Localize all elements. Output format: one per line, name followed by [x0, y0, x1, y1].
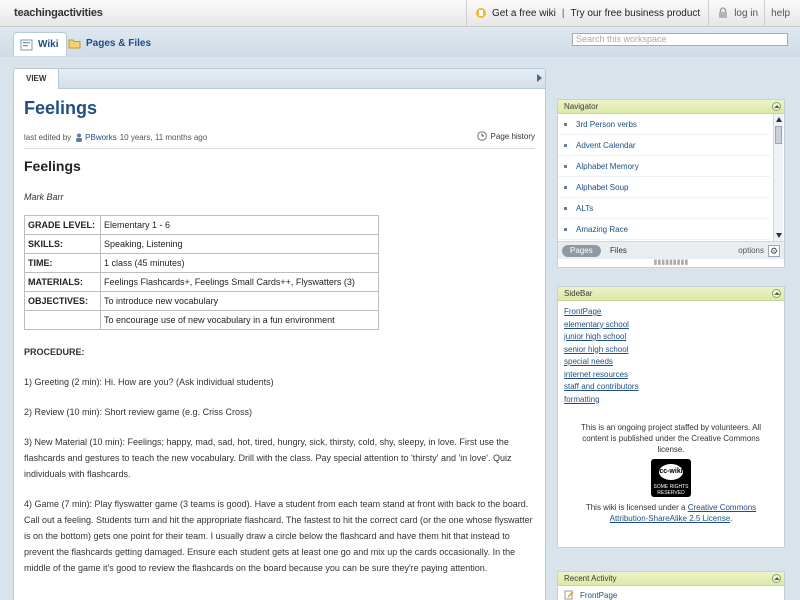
- page-history-link[interactable]: [477, 131, 535, 141]
- sidebar-note: This is an ongoing project staffed by volunteers. All content is published under the Creative Commons license.: [581, 423, 761, 454]
- list-item[interactable]: [558, 198, 770, 219]
- table-row: [25, 273, 379, 292]
- link-separator: |: [561, 7, 565, 19]
- meta-prefix: last edited by: [24, 132, 72, 142]
- table-row: [25, 292, 379, 311]
- nav-item-label: Advent Calendar: [576, 140, 636, 150]
- navigator-title: Navigator: [564, 102, 599, 111]
- navigator-footer: [558, 241, 784, 259]
- sidebar-link[interactable]: elementary school: [564, 319, 629, 329]
- table-key: SKILLS:: [25, 235, 101, 254]
- cc-badge-text: cc-wiki: [659, 468, 683, 475]
- divider: [708, 0, 709, 26]
- collapse-icon[interactable]: [772, 102, 781, 111]
- table-row: [25, 235, 379, 254]
- sidebar-link[interactable]: formatting: [564, 394, 600, 404]
- table-key: [25, 311, 101, 330]
- bullet-icon: [564, 144, 567, 147]
- lesson-info-table: [24, 215, 379, 330]
- bullet-icon: [564, 228, 567, 231]
- content-heading: Feelings: [24, 158, 81, 174]
- sidebar-links: [558, 301, 784, 406]
- gear-icon[interactable]: ⚙: [769, 246, 779, 256]
- list-item[interactable]: [558, 156, 770, 177]
- resize-grip[interactable]: ▮▮▮▮▮▮▮▮▮: [653, 259, 689, 266]
- tab-view[interactable]: VIEW: [14, 69, 59, 89]
- scroll-up-icon[interactable]: [776, 117, 782, 122]
- table-key: GRADE LEVEL:: [25, 216, 101, 235]
- procedure-step: 3) New Material (10 min): Feelings; happy, mad, sad, hot, tired, hungry, sick, thirsty, cold, shy, sleepy, in love. First use the flashcards and gestures to teach the new vocabulary. Drill with the class. Pay special attention to 'thirsty' and 'in love'. Quiz individuals with flashcards.: [24, 437, 512, 479]
- procedure-step: 2) Review (10 min): Short review game (e.g. Criss Cross): [24, 407, 253, 417]
- table-key: TIME:: [25, 254, 101, 273]
- divider: [24, 148, 535, 149]
- list-item[interactable]: [558, 135, 770, 156]
- activity-label: FrontPage: [580, 590, 618, 600]
- sidebar-header: [558, 287, 784, 301]
- list-item[interactable]: [558, 586, 784, 600]
- table-value: Feelings Flashcards+, Feelings Small Cards++, Flyswatters (3): [101, 273, 379, 292]
- procedure-step: 1) Greeting (2 min): Hi. How are you? (Ask individual students): [24, 377, 274, 387]
- pbworks-logo-icon: [475, 7, 487, 19]
- get-free-wiki-label: Get a free wiki: [491, 7, 556, 19]
- page-content: [14, 98, 545, 576]
- tab-wiki[interactable]: [13, 32, 67, 56]
- collapse-icon[interactable]: [772, 289, 781, 298]
- table-row: [25, 216, 379, 235]
- navigator-list: [558, 114, 784, 241]
- top-links: [458, 0, 790, 26]
- lock-icon: [717, 7, 729, 19]
- scroll-thumb[interactable]: [775, 126, 782, 144]
- divider: [764, 0, 765, 26]
- page-meta: [24, 131, 535, 143]
- recent-activity-title: Recent Activity: [564, 574, 617, 583]
- license-prefix: This wiki is licensed under a: [585, 503, 686, 512]
- table-key: MATERIALS:: [25, 273, 101, 292]
- meta-user[interactable]: PBworks: [85, 132, 117, 142]
- table-value: To encourage use of new vocabulary in a fun environment: [101, 311, 379, 330]
- scroll-down-icon[interactable]: [776, 233, 782, 238]
- wiki-icon: [20, 39, 33, 51]
- nav-item-label: Amazing Race: [576, 224, 629, 234]
- business-product-link[interactable]: Try our free business product: [570, 7, 701, 19]
- workspace-tabs: [0, 27, 800, 57]
- navigator-header: [558, 100, 784, 114]
- tab-pages-files[interactable]: [62, 32, 159, 54]
- workspace-name[interactable]: teachingactivities: [14, 7, 103, 19]
- page-title: Feelings: [24, 98, 98, 118]
- user-icon: [75, 133, 83, 142]
- tab-files[interactable]: Files: [610, 246, 627, 255]
- list-item[interactable]: [558, 219, 770, 240]
- cc-logo-icon: [657, 462, 685, 482]
- help-link[interactable]: help: [771, 7, 790, 19]
- sidebar-link[interactable]: FrontPage: [564, 307, 602, 316]
- nav-item-label: Alphabet Soup: [576, 182, 629, 192]
- nav-item-label: ALTs: [576, 203, 594, 213]
- table-key: OBJECTIVES:: [25, 292, 101, 311]
- bullet-icon: [564, 207, 567, 210]
- clock-icon: [477, 131, 487, 141]
- get-free-wiki-link[interactable]: [475, 7, 556, 19]
- navigator-scrollbar[interactable]: [773, 114, 783, 241]
- recent-activity-header: [558, 572, 784, 586]
- login-label: log in: [734, 7, 759, 19]
- bullet-icon: [564, 123, 567, 126]
- table-value: Speaking, Listening: [101, 235, 379, 254]
- table-value: 1 class (45 minutes): [101, 254, 379, 273]
- author-name: Mark Barr: [24, 192, 64, 202]
- procedure-heading: PROCEDURE:: [24, 347, 85, 357]
- search-input[interactable]: Search this workspace: [572, 33, 788, 46]
- table-value: Elementary 1 - 6: [101, 216, 379, 235]
- table-value: To introduce new vocabulary: [101, 292, 379, 311]
- bullet-icon: [564, 186, 567, 189]
- meta-when: 10 years, 11 months ago: [119, 132, 208, 142]
- table-row: [25, 311, 379, 330]
- options-link[interactable]: options: [738, 246, 764, 255]
- tab-pages[interactable]: Pages: [562, 245, 601, 257]
- sidebar-title: SideBar: [564, 289, 593, 298]
- sidebar-panel: [557, 286, 785, 548]
- sidebar-link[interactable]: special needs: [564, 357, 613, 366]
- license-note: [558, 502, 784, 524]
- folder-icon: [68, 37, 81, 49]
- tab-wiki-label: Wiki: [38, 39, 59, 50]
- top-bar: [0, 0, 800, 27]
- nav-item-label: Alphabet Memory: [576, 161, 639, 171]
- collapse-icon[interactable]: [772, 574, 781, 583]
- login-link[interactable]: [717, 7, 758, 19]
- sidebar-link[interactable]: junior high school: [564, 332, 627, 341]
- divider: [466, 0, 467, 26]
- sidebar-link[interactable]: internet resources: [564, 369, 629, 379]
- nav-item-label: 3rd Person verbs: [576, 119, 637, 129]
- list-item[interactable]: [558, 114, 770, 135]
- sidebar-link[interactable]: senior high school: [564, 344, 629, 354]
- license-link[interactable]: Creative Commons Attribution-ShareAlike 2.5 License: [609, 503, 757, 523]
- view-bar: [14, 69, 545, 89]
- expand-arrow-icon[interactable]: [537, 74, 542, 82]
- procedure-step: 4) Game (7 min): Play flyswatter game (3 teams is good). Have a student from each team stand at front with back to the board. Call out a feeling. Students turn and hit the appropriate flashcard. The fastest to hit the correct card (or the one whose flyswatter is on the bottom) gets one point for their team. I usually draw a circle below the flashcard and have them hit that instead to prevent the flashcards getting damaged. Ensure each student gets at least one go and mix up the cards occasionally. In the middle of the game it's good to review the flashcards on the board because you can be sure they're paying attention.: [24, 499, 533, 573]
- bullet-icon: [564, 165, 567, 168]
- main-panel: [13, 68, 546, 600]
- table-row: [25, 254, 379, 273]
- list-item[interactable]: [558, 177, 770, 198]
- page-history-label: Page history: [490, 131, 535, 141]
- license-suffix: .: [730, 514, 733, 523]
- tab-pages-files-label: Pages & Files: [86, 37, 152, 49]
- cc-badge-subtext: SOME RIGHTS RESERVED: [653, 484, 689, 496]
- cc-license-badge[interactable]: [651, 459, 691, 497]
- navigator-panel: [557, 99, 785, 268]
- recent-activity-panel: [557, 571, 785, 600]
- page-edit-icon: [564, 590, 574, 600]
- sidebar-link[interactable]: staff and contributors: [564, 382, 639, 391]
